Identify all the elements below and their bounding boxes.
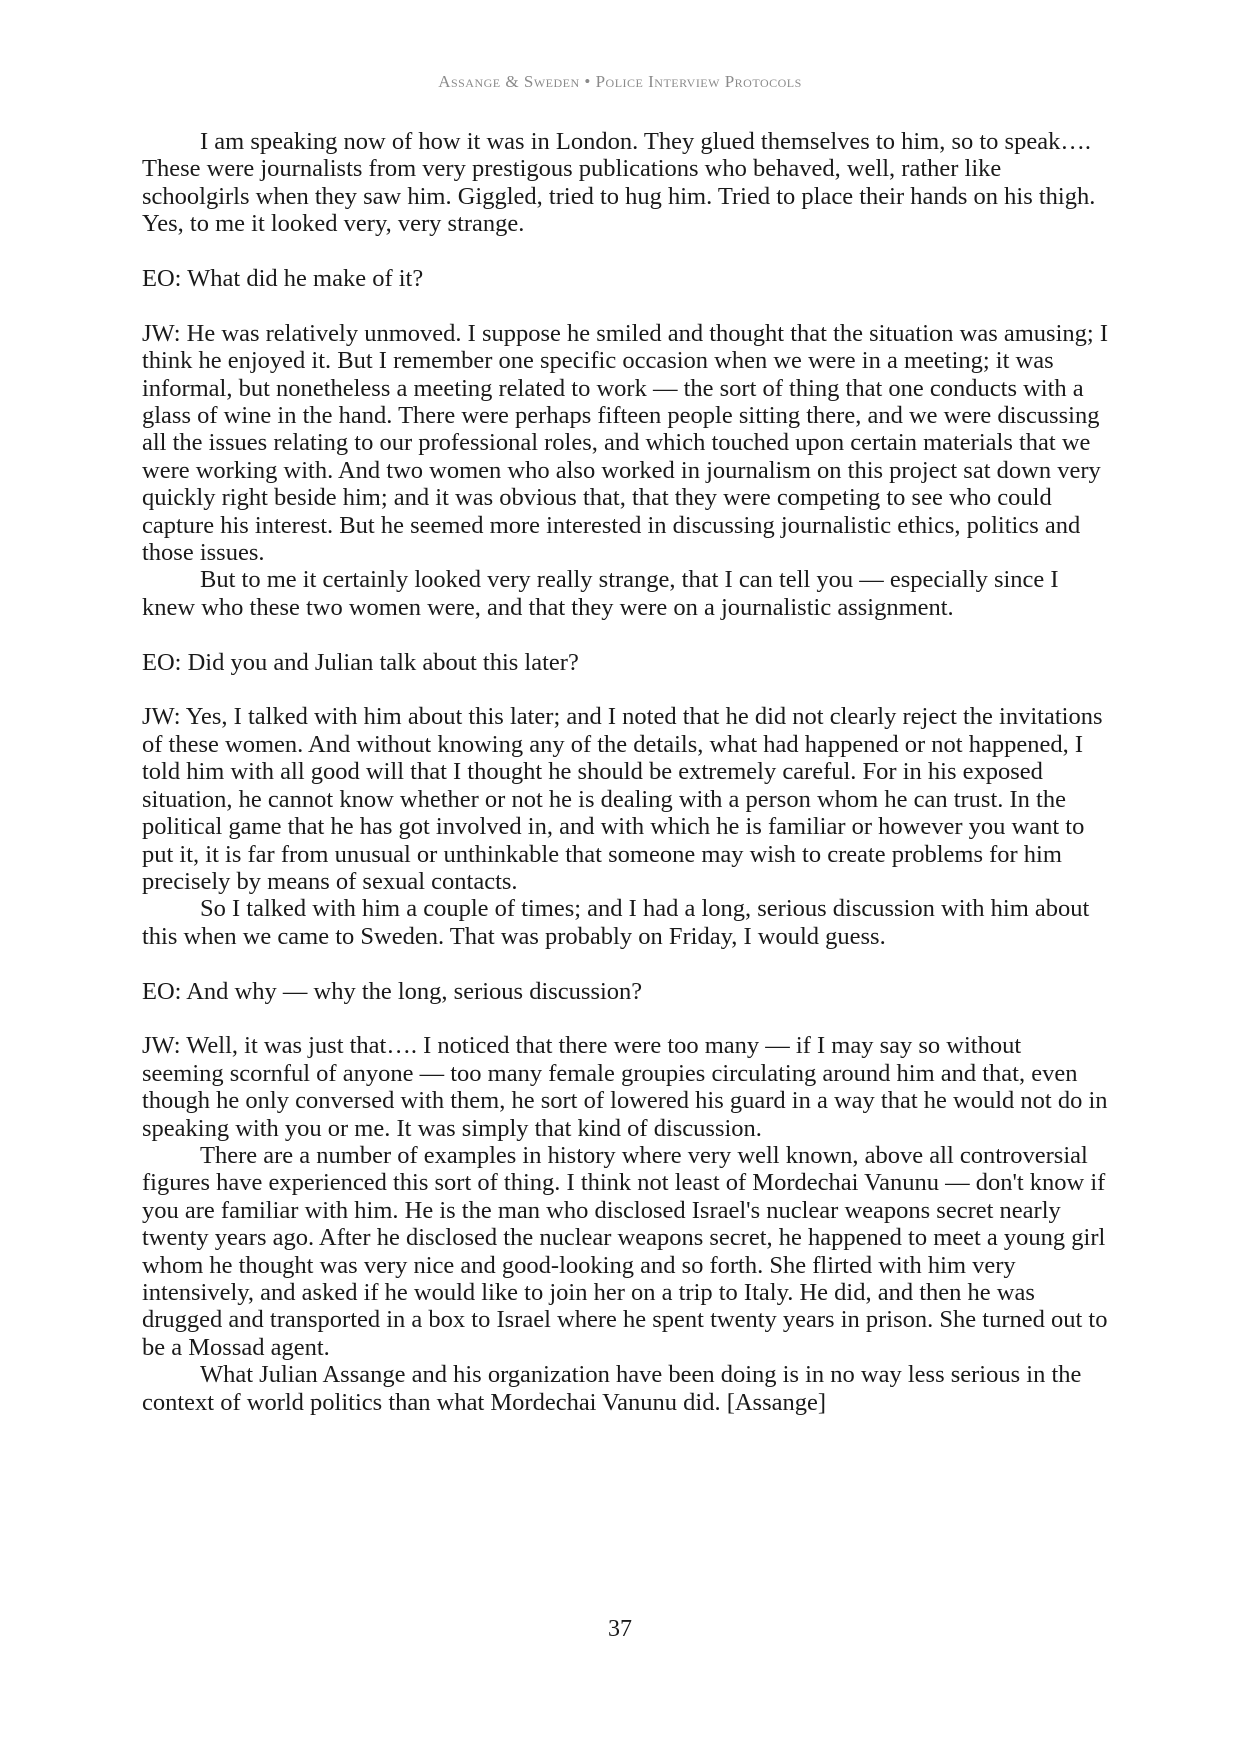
paragraph: So I talked with him a couple of times; and I had a long, serious discussion with him about this when we came to Sweden. That was probably on Friday, I would guess. [142, 895, 1090, 950]
paragraph: I am speaking now of how it was in London. They glued themselves to him, so to speak…. These were journalists from very prestigous publications who behaved, well, rather like schoolgirls when they saw him. Giggled, tried to hug him. Tried to place their hands on his thigh. Yes, to me it looked very, very strange. [142, 128, 1096, 238]
paragraph: What Julian Assange and his organization have been doing is in no way less serious in the context of world politics than what Mordechai Vanunu did. [Assange] [142, 1361, 1082, 1416]
question-paragraph: EO: And why — why the long, serious discussion? [142, 977, 643, 1005]
question-paragraph: EO: What did he make of it? [142, 265, 424, 293]
answer-paragraph: JW: Yes, I talked with him about this later; and I noted that he did not clearly reject the invitations of these women. And without knowing any of the details, what had happened or not happened, I told him with all good will that I thought he should be extremely careful. For in his exposed situation, he cannot know whether or not he is dealing with a person whom he can trust. In the political game that he has got involved in, and with which he is familiar or however you want to put it, it is far from unusual or unthinkable that someone may wish to create problems for him precisely by means of sexual contacts. [142, 703, 1103, 895]
paragraph: But to me it certainly looked very really strange, that I can tell you — especially since I knew who these two women were, and that they were on a journalistic assignment. [142, 566, 1059, 621]
question-paragraph: EO: Did you and Julian talk about this later? [142, 648, 579, 676]
page-number: 37 [608, 1616, 632, 1642]
body-text [142, 128, 1108, 1416]
paragraph: There are a number of examples in history where very well known, above all controversial figures have experienced this sort of thing. I think not least of Mordechai Vanunu — don't know if you are familiar with him. He is the man who disclosed Israel's nuclear weapons secret nearly twenty years ago. After he disclosed the nuclear weapons secret, he happened to meet a young girl whom he thought was very nice and good-looking and so forth. She flirted with him very intensively, and asked if he would like to join her on a trip to Italy. He did, and then he was drugged and transported in a box to Israel where he spent twenty years in prison. She turned out to be a Mossad agent. [142, 1141, 1108, 1361]
answer-paragraph: JW: He was relatively unmoved. I suppose he smiled and thought that the situation was amusing; I think he enjoyed it. But I remember one specific occasion when we were in a meeting; it was informal, but nonetheless a meeting related to work — the sort of thing that one conducts with a glass of wine in the hand. There were perhaps fifteen people sitting there, and we were discussing all the issues relating to our professional roles, and which touched upon certain materials that we were working with. And two women who also worked in journalism on this project sat down very quickly right beside him; and it was obvious that, that they were competing to see who could capture his interest. But he seemed more interested in discussing journalistic ethics, politics and those issues. [142, 319, 1108, 567]
answer-paragraph: JW: Well, it was just that…. I noticed that there were too many — if I may say so without seeming scornful of anyone — too many female groupies circulating around him and that, even though he only conversed with them, he sort of lowered his guard in a way that he would not do in speaking with you or me. It was simply that kind of discussion. [142, 1032, 1108, 1142]
running-header: Assange & Sweden • Police Interview Protocols [438, 72, 802, 91]
